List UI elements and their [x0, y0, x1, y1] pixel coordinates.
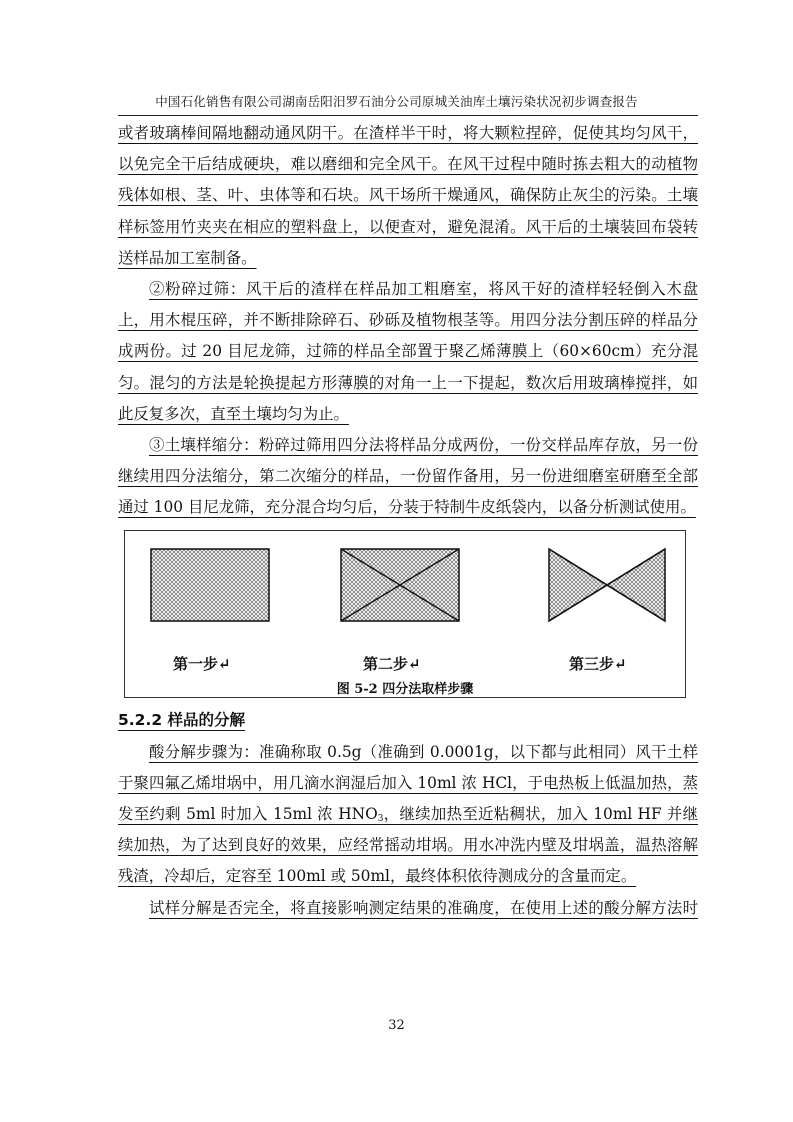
paragraph-air-drying: 或者玻璃棒间隔地翻动通风阴干。在渣样半干时，将大颗粒捏碎，促使其均匀风干，以免完全干后结成硬块，难以磨细和完全风干。在风干过程中随时拣去粗大的动植物残体如根、茎、叶、虫体等和石块。风干场所干燥通风，确保防止灰尘的污染。土壤样标签用竹夹夹在相应的塑料盘上，以便查对，避免混淆。风干后的土壤装回布袋转送样品加工室制备。	[118, 124, 698, 267]
step1-label: 第一步↵	[173, 654, 231, 673]
step3-sample-quartered	[549, 549, 665, 621]
page-number: 32	[388, 1018, 405, 1033]
paragraph-completeness: 试样分解是否完全，将直接影响测定结果的准确度，在使用上述的酸分解方法时	[149, 898, 698, 917]
paragraph-sample-reduction: ③土壤样缩分：粉碎过筛用四分法将样品分成两份，一份交样品库存放，另一份继续用四分法缩分，第二次缩分的样品，一份留作备用，另一份进细磨室研磨至全部通过 100 目尼龙筛，充分混合均匀后，分装于特制牛皮纸袋内，以备分析测试使用。	[118, 436, 698, 517]
quartering-figure	[124, 530, 686, 698]
running-header: 中国石化销售有限公司湖南岳阳汨罗石油分公司原城关油库土壤污染状况初步调查报告	[155, 94, 638, 109]
step1-sample-rect	[151, 549, 269, 621]
hno3-subscript: 3	[377, 814, 384, 825]
step2-sample-divided	[341, 549, 459, 621]
figure-caption: 图 5-2 四分法取样步骤	[336, 681, 474, 697]
step2-label: 第二步↵	[363, 654, 421, 673]
acid-digestion-text-b: ，继续加热至近粘稠状，加入 10ml HF 并继续加热，为了达到良好的效果，应经常摇动坩埚。用水冲洗内壁及坩埚盖，温热溶解残渣，冷却后，定容至 100ml 或 50ml，最终体积依待测成分的含量而定。	[118, 805, 698, 886]
acid-digestion-text-a: 酸分解步骤为：准确称取 0.5g（准确到 0.0001g，以下都与此相同）风干土样于聚四氟乙烯坩埚中，用几滴水润湿后加入 10ml 浓 HCl，于电热板上低温加热，蒸发至约剩 5ml 时加入 15ml 浓 HNO	[118, 742, 698, 824]
section-heading: 5.2.2 样品的分解	[118, 710, 246, 729]
paragraph-crushing-sieving: ②粉碎过筛：风干后的渣样在样品加工粗磨室，将风干好的渣样轻轻倒入木盘上，用木棍压碎，并不断排除碎石、砂砾及植物根茎等。用四分法分割压碎的样品分成两份。过 20 目尼龙筛，过筛的样品全部置于聚乙烯薄膜上（60×60cm）充分混匀。混匀的方法是轮换提起方形薄膜的对角一上一下提起，数次后用玻璃棒搅拌，如此反复多次，直至土壤均匀为止。	[118, 280, 698, 423]
header-rule	[118, 115, 698, 116]
step3-label: 第三步↵	[569, 654, 627, 673]
page-body	[118, 118, 698, 924]
paragraph-acid-digestion	[118, 737, 698, 893]
